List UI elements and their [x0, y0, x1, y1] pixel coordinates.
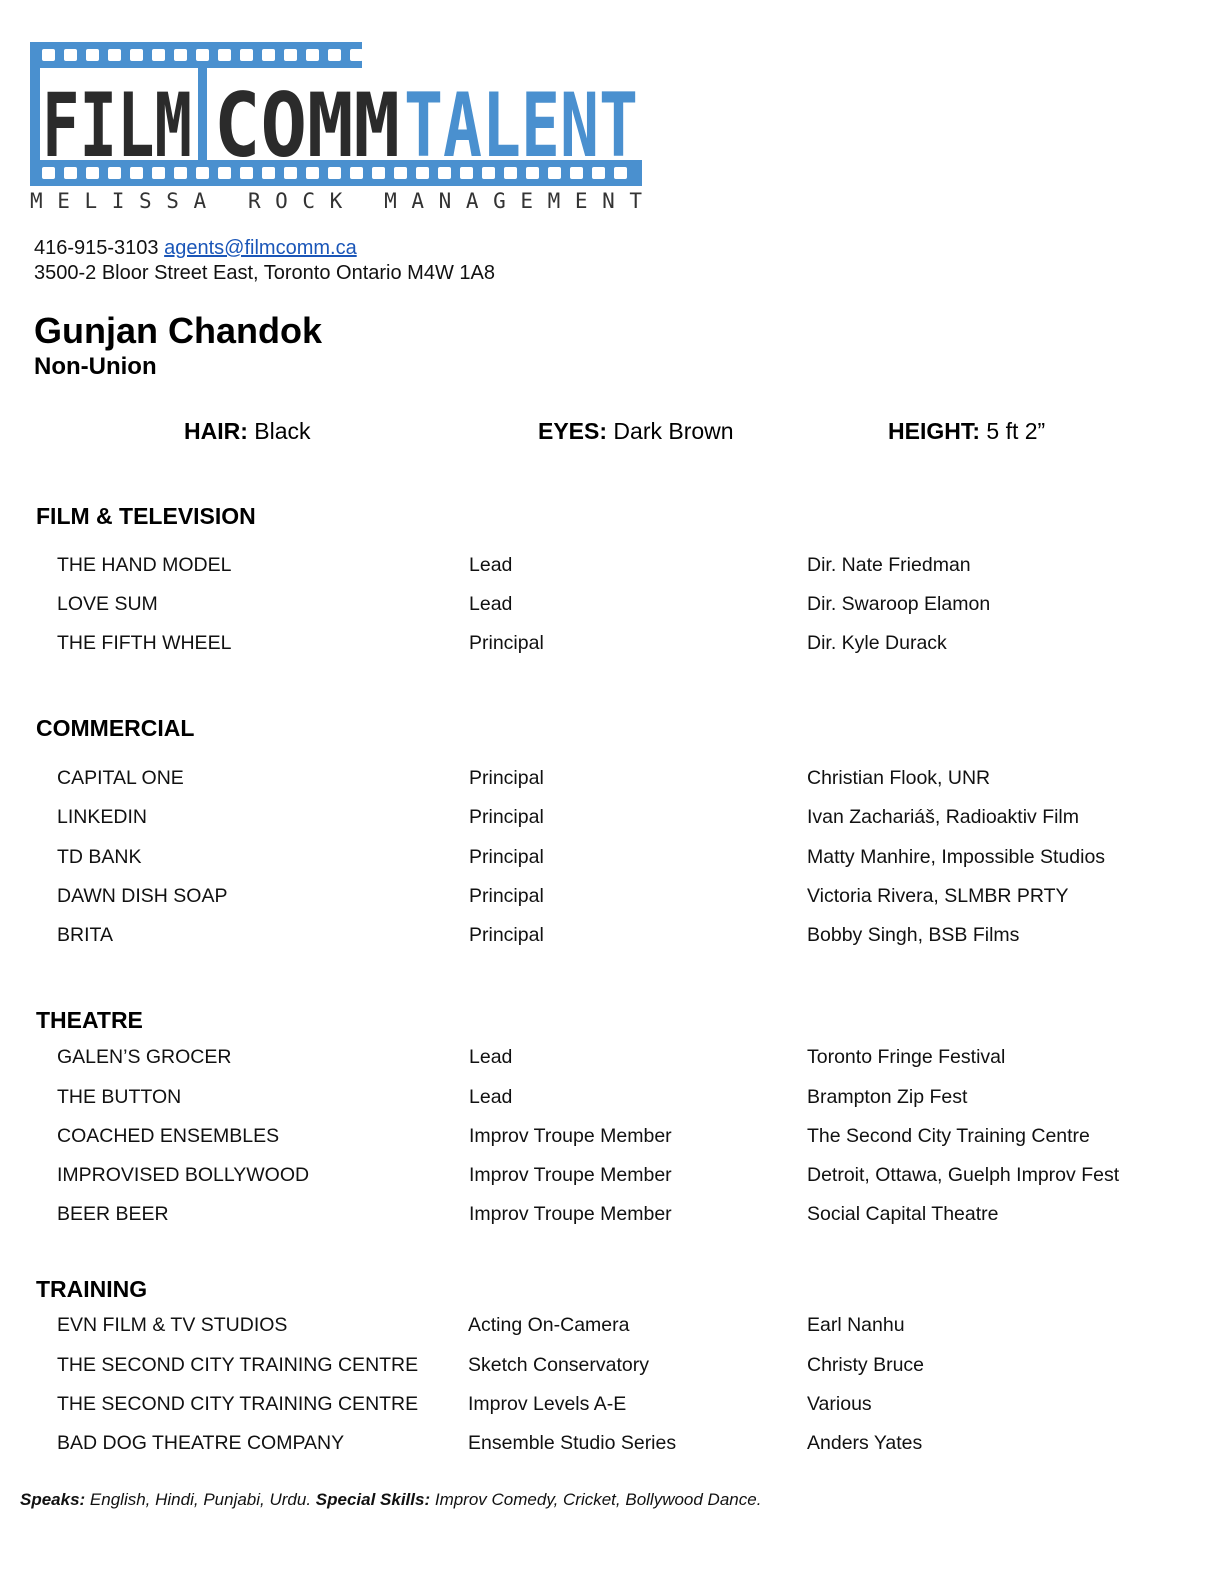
special-skills-label: Special Skills: [315, 1490, 431, 1509]
stat-height-value: 5 ft 2” [986, 418, 1046, 444]
stat-eyes-label: EYES: [538, 418, 608, 444]
credit-project: CAPITAL ONE [57, 767, 184, 789]
credit-role: Principal [469, 806, 544, 828]
sprocket-hole [86, 49, 99, 61]
credit-role: Principal [469, 846, 544, 868]
credit-role: Improv Troupe Member [469, 1164, 672, 1186]
credit-role: Lead [469, 1086, 513, 1108]
sprocket-hole [284, 49, 297, 61]
union-status: Non-Union [34, 353, 157, 380]
training-instructor: Earl Nanhu [807, 1314, 905, 1336]
training-instructor: Anders Yates [807, 1432, 923, 1454]
sprocket-hole [196, 49, 209, 61]
logo-word-talent: TALENT [404, 74, 638, 177]
credit-row [0, 591, 1224, 617]
credit-project: DAWN DISH SOAP [57, 885, 228, 907]
credit-role: Lead [469, 554, 513, 576]
agency-email-link[interactable]: agents@filmcomm.ca [164, 237, 357, 259]
training-school: EVN FILM & TV STUDIOS [57, 1314, 288, 1336]
training-row [0, 1430, 1224, 1456]
training-school: BAD DOG THEATRE COMPANY [57, 1432, 345, 1454]
skills-footer [20, 1488, 761, 1512]
training-school: THE SECOND CITY TRAINING CENTRE [57, 1354, 419, 1376]
credit-row [0, 883, 1224, 909]
credit-project: THE FIFTH WHEEL [57, 632, 232, 654]
credit-project: THE BUTTON [57, 1086, 182, 1108]
credit-venue: Toronto Fringe Festival [807, 1046, 1006, 1068]
credit-role: Principal [469, 924, 544, 946]
stat-hair-label: HAIR: [184, 418, 248, 444]
training-instructor: Various [807, 1393, 872, 1415]
credit-row [0, 1201, 1224, 1227]
sprocket-hole [306, 49, 319, 61]
training-row [0, 1391, 1224, 1417]
agency-phone: 416-915-3103 [34, 237, 159, 259]
training-course: Sketch Conservatory [468, 1354, 649, 1376]
credit-director: Dir. Nate Friedman [807, 554, 971, 576]
training-row [0, 1352, 1224, 1378]
credit-venue: Detroit, Ottawa, Guelph Improv Fest [807, 1164, 1120, 1186]
credit-role: Principal [469, 632, 544, 654]
agency-logo [28, 42, 644, 214]
film-frame-divider [198, 42, 207, 186]
training-school: THE SECOND CITY TRAINING CENTRE [57, 1393, 419, 1415]
training-instructor: Christy Bruce [807, 1354, 925, 1376]
sprocket-hole [240, 49, 253, 61]
speaks-languages: English, Hindi, Punjabi, Urdu. [85, 1490, 312, 1509]
credit-project: LOVE SUM [57, 593, 158, 615]
film-frame-left [30, 42, 40, 186]
stat-height [888, 418, 1045, 445]
sprocket-hole [196, 167, 209, 179]
section-title-training: TRAINING [36, 1276, 148, 1302]
actor-name: Gunjan Chandok [34, 310, 322, 351]
credit-row [0, 765, 1224, 791]
sprocket-hole [174, 49, 187, 61]
stat-hair [184, 418, 311, 445]
sprocket-hole [152, 49, 165, 61]
physical-stats [0, 418, 1224, 448]
credit-row [0, 844, 1224, 870]
credit-venue: Brampton Zip Fest [807, 1086, 968, 1108]
sprocket-hole [108, 49, 121, 61]
training-course: Acting On-Camera [468, 1314, 630, 1336]
stat-hair-value: Black [254, 418, 311, 444]
credit-row [0, 1044, 1224, 1070]
sprocket-hole [130, 49, 143, 61]
stat-height-label: HEIGHT: [888, 418, 980, 444]
credit-row [0, 1162, 1224, 1188]
credit-director: Matty Manhire, Impossible Studios [807, 846, 1106, 868]
credit-role: Principal [469, 767, 544, 789]
sprocket-hole [350, 49, 363, 61]
credit-row [0, 1123, 1224, 1149]
credit-project: THE HAND MODEL [57, 554, 232, 576]
credit-role: Lead [469, 593, 513, 615]
logo-word-film: FILM [42, 74, 192, 177]
section-title-film-tv: FILM & TELEVISION [36, 503, 256, 529]
training-course: Ensemble Studio Series [468, 1432, 677, 1454]
sprocket-hole [218, 49, 231, 61]
stat-eyes-value: Dark Brown [613, 418, 734, 444]
training-row [0, 1312, 1224, 1338]
contact-line-1 [34, 236, 495, 261]
section-title-commercial: COMMERCIAL [36, 715, 195, 741]
credit-director: Ivan Zachariáš, Radioaktiv Film [807, 806, 1080, 828]
credit-director: Bobby Singh, BSB Films [807, 924, 1020, 946]
sprocket-hole [328, 49, 341, 61]
credit-project: GALEN’S GROCER [57, 1046, 232, 1068]
credit-director: Dir. Kyle Durack [807, 632, 947, 654]
training-course: Improv Levels A-E [468, 1393, 627, 1415]
credit-role: Lead [469, 1046, 513, 1068]
credit-project: TD BANK [57, 846, 142, 868]
credit-row [0, 1084, 1224, 1110]
stat-eyes [538, 418, 734, 445]
agency-contact [34, 236, 495, 286]
logo-word-comm: COMM [214, 74, 400, 177]
credit-row [0, 552, 1224, 578]
special-skills-list: Improv Comedy, Cricket, Bollywood Dance. [430, 1490, 762, 1509]
credit-project: COACHED ENSEMBLES [57, 1125, 280, 1147]
credit-director: Victoria Rivera, SLMBR PRTY [807, 885, 1069, 907]
section-title-theatre: THEATRE [36, 1007, 143, 1033]
credit-director: Dir. Swaroop Elamon [807, 593, 991, 615]
credit-project: IMPROVISED BOLLYWOOD [57, 1164, 310, 1186]
credit-row [0, 630, 1224, 656]
credit-role: Improv Troupe Member [469, 1203, 672, 1225]
credit-role: Improv Troupe Member [469, 1125, 672, 1147]
sprocket-hole [262, 49, 275, 61]
sprocket-hole [42, 49, 55, 61]
credit-director: Christian Flook, UNR [807, 767, 991, 789]
credit-venue: The Second City Training Centre [807, 1125, 1090, 1147]
sprocket-hole [64, 49, 77, 61]
credit-role: Principal [469, 885, 544, 907]
credit-project: LINKEDIN [57, 806, 147, 828]
speaks-label: Speaks: [20, 1490, 86, 1509]
agency-address: 3500-2 Bloor Street East, Toronto Ontario M4W 1A8 [34, 262, 495, 284]
credit-project: BRITA [57, 924, 113, 946]
credit-row [0, 922, 1224, 948]
credit-venue: Social Capital Theatre [807, 1203, 999, 1225]
credit-project: BEER BEER [57, 1203, 169, 1225]
film-strip-logo [28, 42, 644, 214]
logo-tagline: MELISSA ROCK MANAGEMENT [30, 189, 642, 213]
credit-row [0, 804, 1224, 830]
